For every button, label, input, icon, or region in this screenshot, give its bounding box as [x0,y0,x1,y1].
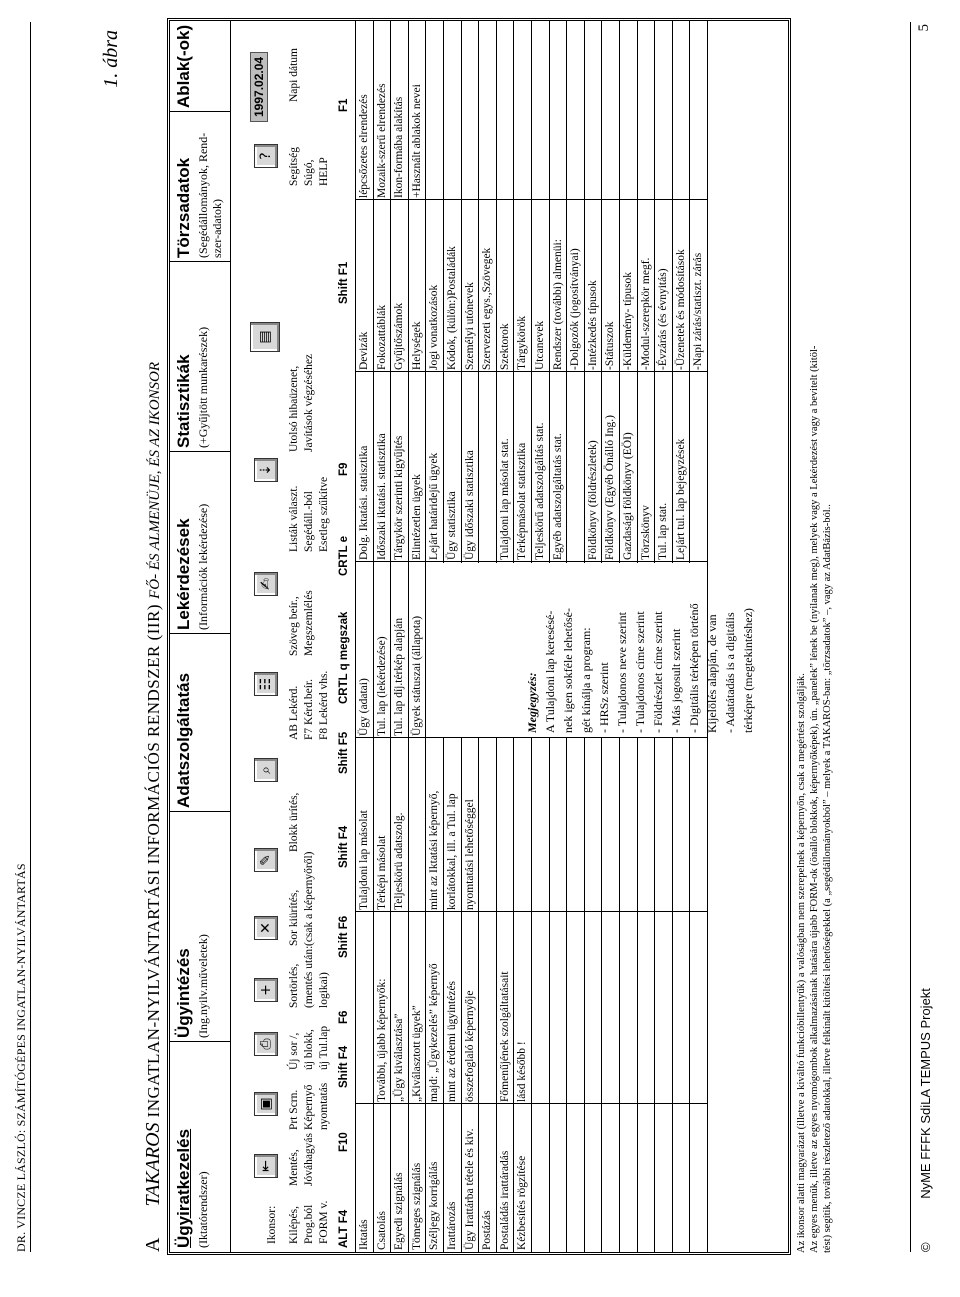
note-line: Kijelölés alapján, de van [705,614,720,733]
function-key: CRTL e [338,535,350,576]
icon-description: Napi dátum [288,48,300,102]
icon-description: Javítások végzéséhez [303,353,315,452]
table-cell-col5: Lejárt tul. lap bejegyzések [674,438,687,560]
table-row [409,21,427,1252]
table-cell-col2: majd: „Ügykezelés” képernyő [428,963,441,1102]
table-cell-col5: Ügy statisztika [446,491,458,560]
icon-description: nyomtatás [318,1082,330,1130]
figure-title [142,362,165,1252]
icon-description: új blokk, [303,1029,315,1070]
menu-ugyiratkezeles[interactable]: Ügyiratkezelés [174,1128,193,1248]
function-key: ALT F4 [338,1209,350,1248]
new-row-icon[interactable]: + [254,978,278,1002]
menu-divider [170,451,230,452]
note-line: - Más jogosult szerint [669,628,684,733]
icon-description: Képernyő [303,1084,315,1130]
table-cell-col1: Kézbesítés rögzítése [516,1155,529,1250]
column-separator [356,737,708,738]
query-ab-icon[interactable]: ⌕ [254,758,278,782]
table-cell-col2: „Ügy kiválasztása” [393,1013,406,1102]
table-cell-col6: Devizák [358,331,370,370]
search-note [427,563,756,737]
menu-lekerdezesek[interactable]: Lekérdezések [174,518,193,630]
table-cell-col5: Teljeskörű adatszolgáltás stat. [534,422,546,560]
text-edit-icon[interactable]: ✍ [254,572,278,596]
note-line: nek igen sokféle lehetősé- [561,608,576,733]
footer-credit [918,988,933,1252]
menu-divider [170,811,230,812]
table-cell-col1: Tömeges szignálás [410,1162,423,1250]
menu-divider [170,111,230,112]
menu-ugyintezes-sub: (Ing.nyilv.műveletek) [196,934,210,1038]
column-separator [356,911,708,912]
function-key: F1 [338,98,350,112]
icon-description: Megszemlélés [303,590,315,656]
table-cell-col1: Csatolás [375,1211,388,1250]
table-cell-col5: Térképmásolat statisztika [516,442,529,560]
table-cell-col4: Ügy (adatai) [358,678,370,736]
print-icon[interactable]: ⎙ [254,1032,278,1056]
table-cell-col5: Törzskönyv [639,505,652,560]
table-cell-col5: Földkönyv (Egyéb Önálló Ing.) [604,414,617,560]
menu-divider [170,261,230,262]
icon-description: Prt Scrn. [288,1089,300,1130]
table-cell-col6: -Intézkedés típusok [586,280,599,370]
table-cell-col4: Ügyek státuszai (állapota) [410,615,423,736]
icon-description: F7 Kérd.beír. [303,678,315,740]
table-cell-col6: -Státuszok [604,321,617,370]
table-cell-col2: Főmenűjének szolgáltatásait [498,971,511,1102]
table-row [356,21,374,1252]
function-key: Shift F4 [338,1045,350,1088]
tools-icon[interactable]: ✎ [254,848,278,872]
table-cell-col6: Tárgykörök [516,315,529,370]
menu-statisztikak[interactable]: Statisztikák [174,354,193,448]
date-display: 1997.02.04 [250,52,268,122]
note-line: - Digitális térképen történő [687,603,702,733]
table-cell-col6: -Napi zárás/statiszt. zárás [692,252,705,370]
query-f7-icon[interactable]: ☷ [254,672,278,696]
table-cell-col6: -Dolgozók (jogosítványai) [569,248,582,370]
table-cell-col5: Időszaki iktatási. statisztika [375,433,388,560]
footer-rule [910,22,911,1252]
icon-description: Segítség [288,147,300,186]
table-cell-col2: összefoglaló képernyője [463,990,476,1102]
function-key: F10 [338,1132,350,1152]
menu-bottom-rule [230,21,231,1252]
table-cell-col2: lásd később ! [516,1041,529,1102]
icon-description: Blokk ürítés, [288,792,300,852]
menu-divider [170,1041,230,1042]
title-brand: TAKAROS [142,1122,164,1207]
delete-icon[interactable]: ✕ [254,916,278,940]
table-cell-col3: mint az Iktatási képernyő, [428,790,441,910]
help-icon[interactable]: ? [254,144,278,168]
table-cell-col2: mint az érdemi ügyintézés [446,980,458,1102]
function-key: CRTL q megszak [338,611,350,704]
icon-description: (mentés után: [303,945,315,1008]
menu-ugyintezes[interactable]: Ügyintézés [174,948,193,1038]
save-icon[interactable]: ▣ [254,1092,278,1116]
column-separator [356,561,708,562]
table-cell-col6: -Modul-szerepkör megf. [639,257,652,370]
menu-divider [170,633,230,634]
function-key: F9 [338,462,350,476]
table-cell-col3: nyomtatási lehetőséggel [463,799,476,910]
function-key: Shift F6 [338,915,350,958]
table-cell-col6: Kódok, (külön:)Postaládák [446,246,458,370]
table-cell-col6: Helységek [410,321,423,370]
table-cell-col4: Tul. lap (lekérdezése) [375,636,388,736]
function-key: Shift F1 [338,261,350,304]
icon-description: (csak a képernyőről) [303,851,315,946]
table-row [391,21,409,1252]
copyright-symbol: © [918,1242,933,1252]
icon-description: Súgó, [303,159,315,186]
note-heading: Megjegyzés: [525,672,540,733]
running-header: DR. VINCZE LÁSZLÓ: SZÁMÍTÓGÉPES INGATLAN-NYILVÁNTARTÁS [14,863,28,1252]
menu-adatszolgaltatas[interactable]: Adatszolgáltatás [174,672,193,808]
note-line: térképre (megtekintéshez) [741,608,756,733]
note-line: - Földrészlet címe szerint [651,611,666,733]
icon-description: logikai) [318,972,330,1008]
note-line: - Tulajdonos címe szerint [633,611,648,733]
table-cell-col1: Iktatás [358,1219,370,1250]
table-cell-col5: Tulajdoni lap másolat stat. [498,438,511,560]
icon-description: Új sor /, [288,1032,300,1070]
note-line: A Tulajdoni lap keresésé- [543,610,558,733]
menu-torzsadatok-sub: (Segédállományok, Rend- [196,132,210,258]
page-number: 5 [916,24,932,32]
footer-org: NyME FFFK SdiLA TEMPUS Projekt [918,988,933,1199]
menu-diagram-frame [167,18,791,1255]
table-cell-col5: Elintézetlen ügyek [410,474,423,560]
icon-description: Segédáll.-ból [303,491,315,552]
table-cell-col7: Ikon-formába alakítás [393,96,406,198]
title-name: INGATLAN-NYILVÁNTARTÁSI INFORMÁCIÓS RENDSZER (IIR) [144,603,163,1118]
header-rule [30,22,31,1252]
table-cell-col3: Tulajdoni lap másolat [358,810,370,910]
table-cell-col1: Széljegy korrigálás [428,1161,441,1250]
icon-description: F8 Lekérd vhs. [318,670,330,740]
table-cell-col6: -Üzenetek és módosítások [674,249,687,370]
icon-description: Listák választ. [288,485,300,552]
note-line: - Adatátadás is a digitális [723,612,738,733]
column-separator [356,1103,708,1104]
table-cell-col6: Gyűjtőszámok [393,302,406,370]
table-cell-col3: korlátokkal, ill. a Tul. lap [446,793,458,910]
exit-icon[interactable]: ⇤ [254,1154,278,1178]
title-subtitle: FŐ- ÉS ALMENÜJE, ÉS AZ IKONSOR [147,361,163,599]
table-cell-col1: Irattározás [446,1201,458,1250]
menu-statisztikak-sub: (+Gyűjtött munkarészek) [196,326,210,448]
menu-ugyiratkezeles-sub: (Iktatórendszer) [196,1171,210,1248]
table-cell-col6: Rendszer (további) almenüi: [551,239,564,370]
table-cell-col6: Utcanevek [534,320,546,370]
menu-torzsadatok[interactable]: Törzsadatok [174,157,193,258]
function-key: Shift F4 [338,825,350,868]
table-cell-col6: Szervezeti egys.,Szövegek [481,247,494,370]
caption-line: Az egyes menük, illetve az egyes nyomógombok alkalmazásának hatására újabb FORM-ok (önálló blokkok, képernyőképek), ún. „panelek” lének be (nyilanak meg), melyek vagy a Lekérdezést vagy a bevitelt (kitöl- [809,345,820,1253]
table-cell-col5: Földkönyv (földrészletek) [586,440,599,560]
table-row [374,21,392,1252]
note-line: gét kínálja a program: [579,627,594,733]
icon-description: HELP [318,157,330,186]
function-key: F6 [338,1010,350,1024]
icon-description: Sortörlés, [288,963,300,1008]
table-cell-col6: -Évzárás (és évnyitás) [657,268,670,370]
table-cell-col6: Szektorok [498,323,511,370]
table-cell-col1: Ügy Irattárba tétele és kiv. [463,1128,476,1250]
icon-description: FORM v. [318,1200,330,1244]
table-cell-col5: Gazdasági földkönyv (EÖI) [622,432,634,560]
table-cell-col5: Egyéb adatszolgáltatás stat. [551,433,564,560]
table-cell-col6: Személyi utónevek [463,282,476,370]
icon-description: AB Lekérd. [288,685,300,740]
column-separator [356,199,708,200]
icon-description: Mentés, [288,1149,300,1186]
menu-ablak[interactable]: Ablak(-ok) [174,24,193,108]
table-cell-col6: Fokozattáblák [375,304,388,370]
table-cell-col5: Tul. lap stat. [657,502,670,560]
caption-line: Az ikonsor alatti magyarázat (illetve a kiváltó funkcióbillentyűk) a valóságban nem szerepelnek a képernyőn, csak a megértést szolgálják. [796,673,807,1253]
table-cell-col1: Postaládás irattáradás [498,1150,511,1250]
table-cell-col6: Jogi vonatkozások [428,284,441,370]
function-key: Shift F5 [338,731,350,774]
table-cell-col5: Lejárt határidejű ügyek [428,452,441,560]
lookup-icon[interactable]: ▤ [250,322,280,352]
table-cell-col5: Ügy időszaki statisztika [463,450,476,560]
table-cell-col5: Tárgykör szerinti kigyűjtés [393,435,406,560]
column-separator [356,371,708,372]
table-cell-col3: Teljeskörü adatszolg. [393,812,406,910]
icon-description: Utolsó hibaüzenet, [288,365,300,452]
icon-description: új Tul.lap [318,1025,330,1070]
table-cell-col2: További, újabb képernyők: [375,978,388,1102]
figure-label: 1. ábra [100,30,122,88]
icon-description: Sor kiürítés, [288,889,300,946]
list-select-icon[interactable]: ⇣ [254,458,278,482]
table-cell-col1: Postázás [481,1210,494,1250]
icon-description: Szöveg beír., [288,596,300,656]
table-cell-col2: „Kiválasztott ügyek” [410,1005,423,1102]
table-cell-col7: +Használt ablakok nevei [410,84,423,198]
icon-description: Jóváhagyás [303,1132,315,1186]
table-cell-col5: Dolg. Iktatási. statisztika [358,445,370,560]
table-cell-col7: lépcsőzetes elrendezés [358,94,370,198]
menu-lekerdezesek-sub: (Információk lekérdezése) [196,503,210,630]
icon-description: Esetleg szűkítve [318,476,330,552]
icon-description: Prog.ból [303,1204,315,1244]
iconsor-label: Ikonsor: [266,1205,278,1244]
table-cell-col4: Tul. lap díj.térkép alapján [393,617,406,736]
table-cell-col6: -Küldemény- típusok [622,271,634,370]
note-line: - Tulajdonos neve szerint [615,612,630,733]
menu-torzsadatok-sub2: szer-adatok) [210,198,224,258]
table-cell-col3: Térképi másolat [375,835,388,910]
table-cell-col7: Mozaik-szerű elrendezés [375,83,388,198]
caption-line: tést) segítik, további részletező adatokkal, illetve felkínált kitöltési lehetőségekkel (a „segédállományokból” – melyek a TAKAROS-ban: „törzsadatok” –, vagy az AdatBázis-ból.. [822,504,833,1253]
icon-description: Kilépés, [288,1205,300,1244]
title-letter: A [142,1237,164,1252]
table-cell-col1: Egyedi szignálás [393,1172,406,1250]
note-line: - HRSz szerint [597,662,612,733]
